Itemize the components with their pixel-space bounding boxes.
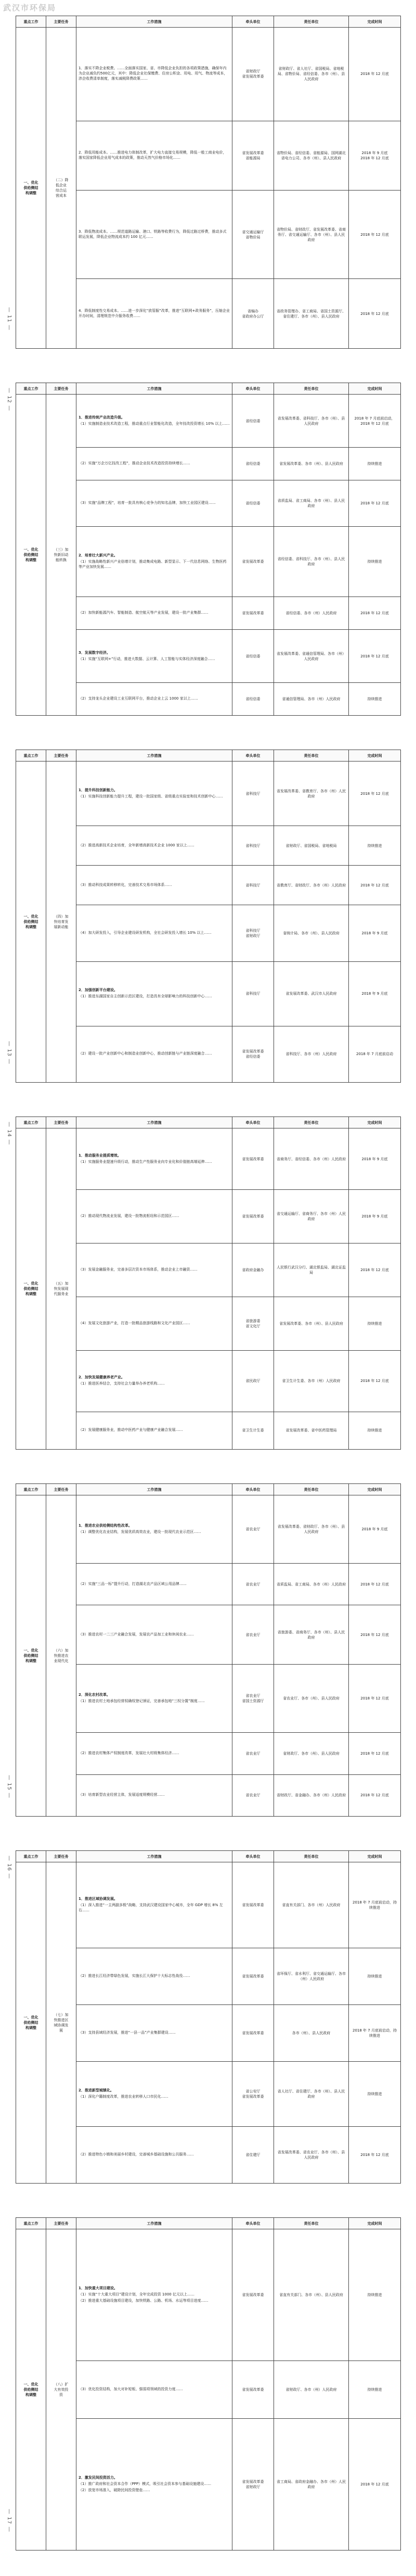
measure-text: 1．落实不降企业税费。……全面落实国家、省、市降低企业负担的各项政策措施，确保年内为企业减负约500亿元，其中：降低企业社保缴费、住房公积金、用电、用气、物流等成本，涉企收费清单制度，落实减税降费政策…… xyxy=(79,66,228,81)
task-table xyxy=(16,1483,401,1817)
measure-cell xyxy=(76,683,232,716)
measure-text: （4）发展文化旅游产业，打造一批精品旅游线路和文化产业园区…… xyxy=(79,1321,190,1325)
measure-cell xyxy=(76,826,232,866)
deadline-cell: 2018 年 9 月底 xyxy=(349,905,401,961)
responsible-unit-cell: 省发展改革委、省通信管理局、各市（州）人民政府 xyxy=(274,630,349,683)
key-work-cell: 一、优化 供给侧结 构调整 xyxy=(16,28,46,349)
deadline-cell: 2018 年 12 月底 xyxy=(349,597,401,630)
measure-text: （2）发展健康服务业，推动中医药产业与健康产业融合发展…… xyxy=(79,1428,183,1432)
task-table xyxy=(16,1850,401,2184)
measure-cell xyxy=(76,961,232,1026)
column-header: 完成时间 xyxy=(349,16,401,28)
main-task-cell: （五）加 快发展现 代服务业 xyxy=(46,1128,76,1450)
responsible-unit-cell: 省发展改革委、省中医药管理局 xyxy=(274,1412,349,1449)
measure-cell xyxy=(76,1243,232,1297)
responsible-unit-cell: 省质监局、省工商局、各市（州）人民政府 xyxy=(274,1564,349,1605)
responsible-unit-cell: 省统计局、各市（州）、县人民政府 xyxy=(274,905,349,961)
measure-text: 1．推进传统产业改造升级。 xyxy=(79,415,125,420)
measure-text: 3．降低物流成本。……规范道路运输、港口、铁路等收费行为，降低过路过桥费，推动多式联运发展，降低企业物流成本约 100 亿元…… xyxy=(79,229,227,239)
lead-unit-cell: 省发展改革委 省能源局 xyxy=(232,121,274,191)
measure-cell xyxy=(76,597,232,630)
measure-text: （1）深入推进“一主两副多极”战略，支持武汉建设国家中心城市，全年 GDP 增长 8% 左右…… xyxy=(79,1903,223,1913)
lead-unit-cell: 省发展改革委 xyxy=(232,597,274,630)
measure-cell xyxy=(76,1190,232,1243)
document-page xyxy=(0,1483,416,1817)
column-header: 重点工作 xyxy=(16,2218,46,2229)
table-row xyxy=(16,395,401,448)
measure-cell xyxy=(76,1733,232,1774)
measure-text: （1）推进医养结合，支持社会力量举办养老机构…… xyxy=(79,1381,165,1386)
column-header: 重点工作 xyxy=(16,1117,46,1128)
deadline-cell: 2018 年 12 月底 xyxy=(349,1733,401,1774)
lead-unit-cell: 省发展改革委 xyxy=(232,1190,274,1243)
measure-cell xyxy=(76,1862,232,1948)
table-header-row xyxy=(16,2218,401,2229)
column-header: 主要任务 xyxy=(46,1851,76,1862)
deadline-cell: 持续推进 xyxy=(349,1948,401,2005)
measure-text: 1．提升科技创新能力。 xyxy=(79,788,118,792)
table-header-row xyxy=(16,16,401,28)
responsible-unit-cell: 省旅游委、省商务厅、各市（州）、县人民政府 xyxy=(274,1605,349,1665)
deadline-cell: 2018 年 9 月底 xyxy=(349,1190,401,1243)
measure-text: （1）推进东湖国家自主创新示范区建设，打造具有全球影响力的科技创新中心…… xyxy=(79,994,212,999)
key-work-cell: 一、优化 供给侧结 构调整 xyxy=(16,395,46,716)
document-page xyxy=(0,1850,416,2184)
deadline-cell: 持续推进 xyxy=(349,2062,401,2127)
deadline-cell: 2018 年 9 月底 xyxy=(349,961,401,1026)
measure-cell xyxy=(76,2361,232,2419)
measure-text: （2）推进农村集体产权制度改革，发展壮大村级集体经济…… xyxy=(79,1751,179,1756)
responsible-unit-cell: 省物价局、省财政厅、省发展改革委、省商务厅、省交通运输厅、各市（州）、县人民政府 xyxy=(274,191,349,279)
column-header: 主要任务 xyxy=(46,383,76,395)
key-work-cell: 一、优化 供给侧结 构调整 xyxy=(16,1495,46,1817)
deadline-cell: 2018 年 7 月底前启动，2018 年 12 月底 xyxy=(349,395,401,448)
lead-unit-cell: 省交通运输厅 省物价局 xyxy=(232,191,274,279)
measure-text: （3）发展金融服务业，完善多层次资本市场体系，推动企业上市融资…… xyxy=(79,1267,198,1272)
deadline-cell: 2018 年 7 月底前启动 xyxy=(349,1026,401,1082)
lead-unit-cell: 省发展改革委 xyxy=(232,2229,274,2361)
measure-cell xyxy=(76,1412,232,1449)
main-task-cell: （七）加 快推进区 域协调发 展 xyxy=(46,1862,76,2184)
lead-unit-cell: 省发展改革委 xyxy=(232,1862,274,1948)
measure-text: （1）实施科技创新能力提升工程，建设一批国家级、省级重点实验室和技术创新中心…… xyxy=(79,794,223,798)
lead-unit-cell: 省经信委 xyxy=(232,683,274,716)
column-header: 完成时间 xyxy=(349,383,401,395)
column-header: 重点工作 xyxy=(16,750,46,762)
responsible-unit-cell: 省科技厅、各市（州）人民政府 xyxy=(274,1026,349,1082)
measure-text: （2）放宽市场准入，破除民间投资壁垒…… xyxy=(79,2488,150,2493)
measure-cell xyxy=(76,527,232,597)
lead-unit-cell: 省科技厅 xyxy=(232,762,274,826)
key-work-cell: 一、优化 供给侧结 构调整 xyxy=(16,1862,46,2184)
column-header: 工作措施 xyxy=(76,1484,232,1495)
lead-unit-cell: 省住建厅 xyxy=(232,2127,274,2184)
lead-unit-cell: 省农业厅 xyxy=(232,1774,274,1816)
responsible-unit-cell: 省人社厅、省住建厅、各市（州）、县人民政府 xyxy=(274,2062,349,2127)
responsible-unit-cell: 省工商局、省政府金融办、各市（州）人民政府 xyxy=(274,2419,349,2550)
measure-cell xyxy=(76,1774,232,1816)
column-header: 重点工作 xyxy=(16,1851,46,1862)
page-number: — 16 — xyxy=(6,1856,12,1880)
lead-unit-cell: 省民政厅 xyxy=(232,1350,274,1412)
lead-unit-cell: 省公安厅 省发展改革委 xyxy=(232,2062,274,2127)
deadline-cell: 2018 年 12 月底 xyxy=(349,1243,401,1297)
column-header: 完成时间 xyxy=(349,750,401,762)
responsible-unit-cell: 省发展改革委、省农业厅、各市（州）、县人民政府 xyxy=(274,2127,349,2184)
column-header: 工作措施 xyxy=(76,1851,232,1862)
column-header: 完成时间 xyxy=(349,1851,401,1862)
measure-text: （2）建设一批产业创新中心和制造业创新中心，推动创新链与产业链深度融合…… xyxy=(79,1051,212,1056)
responsible-unit-cell: 省农业厅、各市（州）、县人民政府 xyxy=(274,1665,349,1733)
measure-text: 1．推进区域协调发展。 xyxy=(79,1897,118,1901)
measure-text: （2）推动现代物流业发展，建设一批物流枢纽和示范园区…… xyxy=(79,1213,179,1218)
deadline-cell: 2018 年 12 月底 xyxy=(349,630,401,683)
deadline-cell: 2018 年 12 月底 xyxy=(349,191,401,279)
measure-cell xyxy=(76,630,232,683)
deadline-cell: 持续推进 xyxy=(349,1412,401,1449)
column-header: 责任单位 xyxy=(274,750,349,762)
measure-cell xyxy=(76,1665,232,1733)
measure-text: （2）实施“万企万亿技改工程”，推动企业技术改造投资持续增长…… xyxy=(79,461,190,466)
key-work-cell: 一、优化 供给侧结 构调整 xyxy=(16,2229,46,2550)
main-task-cell: （三）加 快新旧动 能转换 xyxy=(46,395,76,716)
responsible-unit-cell: 省发展改革委、各市（州）、县人民政府 xyxy=(274,1297,349,1350)
deadline-cell: 持续推进 xyxy=(349,527,401,597)
deadline-cell: 2018 年 12 月底 xyxy=(349,1605,401,1665)
main-task-cell: （八）扩 大有效投 资 xyxy=(46,2229,76,2550)
lead-unit-cell: 省农业厅 xyxy=(232,1564,274,1605)
measure-text: （2）加快新能源汽车、智能制造、航空航天等产业发展，建设一批产业集群…… xyxy=(79,611,209,615)
measure-text: （3）支持县域经济发展，推进“一县一品”产业集群建设…… xyxy=(79,2031,176,2035)
column-header: 完成时间 xyxy=(349,1117,401,1128)
document-page xyxy=(0,1116,416,1450)
table-header-row xyxy=(16,1484,401,1495)
responsible-unit-cell: 省教育厅、省财政厅、各市（州）人民政府 xyxy=(274,866,349,905)
measure-text: 4．降低制度性交易成本。……进一步深化“放管服”改革，推进“互联网+政务服务”，压缩企业开办时间，清理规范中介服务收费…… xyxy=(79,308,230,318)
measure-cell xyxy=(76,121,232,191)
table-row xyxy=(16,2229,401,2361)
deadline-cell: 2018 年 12 月底 xyxy=(349,28,401,121)
deadline-cell: 2018 年 12 月底 xyxy=(349,480,401,526)
measure-text: （3）实施“品牌工程”，培育一批具有核心竞争力的知名品牌，加快工业园区建设…… xyxy=(79,501,216,505)
deadline-cell: 2018 年 12 月底 xyxy=(349,279,401,349)
table-header-row xyxy=(16,750,401,762)
measure-text: （3）推进农村一二三产业融合发展，发展农产品加工业和休闲农业…… xyxy=(79,1632,194,1636)
measure-text: 2．加快发展健康养老产业。 xyxy=(79,1375,125,1380)
responsible-unit-cell: 省直有关部门、各市（州）人民政府 xyxy=(274,1862,349,1948)
measure-text: 3．发展数字经济。 xyxy=(79,650,110,655)
table-row xyxy=(16,1128,401,1190)
responsible-unit-cell: 省直有关部门、各市（州）、县人民政府 xyxy=(274,2229,349,2361)
deadline-cell: 持续推进 xyxy=(349,2361,401,2419)
key-work-cell: 一、优化 供给侧结 构调整 xyxy=(16,762,46,1083)
measure-text: （2）推进高新技术企业培育，全年新增高新技术企业 1000 家以上…… xyxy=(79,843,194,847)
responsible-unit-cell: 省物价局、省经信委、省能源局、国网湖北省电力公司、各市（州）、县人民政府 xyxy=(274,121,349,191)
measure-cell xyxy=(76,279,232,349)
task-table xyxy=(16,16,401,349)
responsible-unit-cell: 省经信委、各市（州）人民政府 xyxy=(274,597,349,630)
column-header: 主要任务 xyxy=(46,750,76,762)
measure-text: （2）推进长江经济带绿色发展，实施长江大保护十大标志性战役…… xyxy=(79,1974,190,1978)
column-header: 主要任务 xyxy=(46,2218,76,2229)
lead-unit-cell: 省农业厅 省国土资源厅 xyxy=(232,1665,274,1733)
column-header: 牵头单位 xyxy=(232,750,274,762)
deadline-cell: 2018 年 12 月底 xyxy=(349,2419,401,2550)
lead-unit-cell: 省发展改革委 省财政厅 xyxy=(232,2419,274,2550)
measure-text: （2）支持龙头企业建设工业互联网平台，推动企业上云 1000 家以上…… xyxy=(79,696,198,701)
column-header: 责任单位 xyxy=(274,383,349,395)
measure-cell xyxy=(76,480,232,526)
lead-unit-cell: 省经信委 xyxy=(232,395,274,448)
page-number: — 14 — xyxy=(6,1122,12,1146)
column-header: 责任单位 xyxy=(274,16,349,28)
lead-unit-cell: 省经信委 xyxy=(232,480,274,526)
measure-text: （2）推进重大基础设施项目建设，加快铁路、公路、机场、水运等项目进度…… xyxy=(79,2298,209,2303)
deadline-cell: 持续推进 xyxy=(349,826,401,866)
responsible-unit-cell: 省商务厅、省经信委、各市（州）人民政府 xyxy=(274,1128,349,1190)
table-header-row xyxy=(16,1117,401,1128)
measure-cell xyxy=(76,1297,232,1350)
measure-text: （4）加大研发投入，引导企业建设研发机构，全社会研发投入增长 10% 以上…… xyxy=(79,930,212,935)
responsible-unit-cell: 省财政厅、省国税局、省地税局 xyxy=(274,826,349,866)
measure-text: （1）调整优化农业结构，发展优质高效农业，建设一批现代农业示范区…… xyxy=(79,1530,201,1534)
measure-cell xyxy=(76,1605,232,1665)
measure-text: 2．培育壮大新兴产业。 xyxy=(79,553,118,558)
deadline-cell: 2018 年 9 月底 2018 年 12 月底 xyxy=(349,121,401,191)
measure-cell xyxy=(76,191,232,279)
deadline-cell: 持续推进 xyxy=(349,2229,401,2361)
measure-text: 1．推动服务业提质增效。 xyxy=(79,1153,121,1158)
page-number: — 13 — xyxy=(6,1041,12,1065)
page-number: — 11 — xyxy=(6,307,12,331)
responsible-unit-cell: 省质监局、省工商局、各市（州）、县人民政府 xyxy=(274,480,349,526)
measure-text: 2．激发民间投资活力。 xyxy=(79,2476,118,2480)
measure-cell xyxy=(76,1026,232,1082)
lead-unit-cell: 省发展改革委 省经信委 xyxy=(232,1026,274,1082)
measure-cell xyxy=(76,905,232,961)
measure-cell xyxy=(76,2419,232,2550)
measure-text: （1）实施战略性新兴产业倍增计划，推动集成电路、新型显示、下一代信息网络、生物医药等产业加快发展…… xyxy=(79,560,227,569)
lead-unit-cell: 省科技厅 xyxy=(232,866,274,905)
column-header: 主要任务 xyxy=(46,1484,76,1495)
table-row xyxy=(16,1862,401,1948)
column-header: 重点工作 xyxy=(16,383,46,395)
document-page xyxy=(0,383,416,716)
table-row xyxy=(16,28,401,121)
measure-text: 2．加强创新平台建设。 xyxy=(79,988,118,993)
column-header: 主要任务 xyxy=(46,1117,76,1128)
measure-text: 2．深化农村改革。 xyxy=(79,1693,110,1697)
column-header: 牵头单位 xyxy=(232,2218,274,2229)
deadline-cell: 2018 年 7 月底前启动，持续推进 xyxy=(349,1862,401,1948)
measure-cell xyxy=(76,2062,232,2127)
lead-unit-cell: 省科技厅 xyxy=(232,826,274,866)
page-number: — 15 — xyxy=(6,1775,12,1799)
column-header: 完成时间 xyxy=(349,2218,401,2229)
lead-unit-cell: 省政府金融办 xyxy=(232,1243,274,1297)
measure-text: 1．加快重大项目建设。 xyxy=(79,2286,118,2290)
main-task-cell: （二）降 低企业 综合运 营成本 xyxy=(46,28,76,349)
column-header: 责任单位 xyxy=(274,1851,349,1862)
measure-cell xyxy=(76,28,232,121)
measure-cell xyxy=(76,2127,232,2184)
lead-unit-cell: 省财政厅 省发展改革委 xyxy=(232,28,274,121)
column-header: 完成时间 xyxy=(349,1484,401,1495)
column-header: 重点工作 xyxy=(16,16,46,28)
responsible-unit-cell: 省财政厅、省金融办、各市（州）人民政府 xyxy=(274,1774,349,1816)
responsible-unit-cell: 省交通运输厅、省商务厅、各市（州）人民政府 xyxy=(274,1190,349,1243)
table-header-row xyxy=(16,1851,401,1862)
measure-text: 1．推进农业供给侧结构性改革。 xyxy=(79,1524,132,1528)
column-header: 工作措施 xyxy=(76,16,232,28)
deadline-cell: 2018 年 12 月底 xyxy=(349,866,401,905)
lead-unit-cell: 省农业厅 xyxy=(232,1495,274,1564)
measure-text: （2）推进特色小镇和美丽乡村建设，完善城乡基础设施和公共服务…… xyxy=(79,2152,194,2157)
measure-cell xyxy=(76,2229,232,2361)
lead-unit-cell: 省科技厅 xyxy=(232,961,274,1026)
responsible-unit-cell: 省财政厅、各市（州）人民政府 xyxy=(274,2361,349,2419)
column-header: 主要任务 xyxy=(46,16,76,28)
lead-unit-cell: 省发展改革委 xyxy=(232,527,274,597)
key-work-cell: 一、优化 供给侧结 构调整 xyxy=(16,1128,46,1450)
measure-text: （1）实施服务业提速升级行动，推动生产性服务业向专业化和价值链高端延伸…… xyxy=(79,1159,212,1164)
table-row xyxy=(16,762,401,826)
column-header: 责任单位 xyxy=(274,1117,349,1128)
responsible-unit-cell: 人民银行武汉分行、湖北银监局、湖北证监局 xyxy=(274,1243,349,1297)
column-header: 牵头单位 xyxy=(232,1117,274,1128)
measure-cell xyxy=(76,395,232,448)
measure-text: 2．降低用能成本。……推进电力体制改革，扩大电力直接交易规模，降低一般工商业电价，落实国家降低企业用气成本的政策，推动天然气价格市场化…… xyxy=(79,150,227,160)
measure-cell xyxy=(76,2005,232,2062)
column-header: 工作措施 xyxy=(76,2218,232,2229)
column-header: 牵头单位 xyxy=(232,1851,274,1862)
task-table xyxy=(16,1116,401,1450)
measure-text: 2．推进新型城镇化。 xyxy=(79,2088,114,2093)
measure-cell xyxy=(76,1948,232,2005)
measure-text: （3）培育新型农业经营主体，发展适度规模经营…… xyxy=(79,1793,165,1797)
page-number: — 17 — xyxy=(6,2509,12,2533)
responsible-unit-cell: 省政务管理办、省工商局、省国土资源厅、省住建厅、各市（州）、县人民政府 xyxy=(274,279,349,349)
lead-unit-cell: 省旅游委 省文化厅 xyxy=(232,1297,274,1350)
deadline-cell: 2018 年 12 月底 xyxy=(349,762,401,826)
table-row xyxy=(16,1495,401,1564)
responsible-unit-cell: 省通信管理局、各市（州）人民政府 xyxy=(274,683,349,716)
responsible-unit-cell: 省发展改革委、武汉市人民政府 xyxy=(274,961,349,1026)
column-header: 重点工作 xyxy=(16,1484,46,1495)
lead-unit-cell: 省经信委 xyxy=(232,448,274,480)
lead-unit-cell: 省农业厅 xyxy=(232,1605,274,1665)
responsible-unit-cell: 省财政厅、省人社厅、省国税局、省地税局、省物价局、省经信委、各市（州）、县人民政府 xyxy=(274,28,349,121)
measure-text: （1）实施“十大重大项目”建设计划，全年完成投资 1000 亿元以上…… xyxy=(79,2292,194,2296)
column-header: 牵头单位 xyxy=(232,1484,274,1495)
lead-unit-cell: 省卫生计生委 xyxy=(232,1412,274,1449)
lead-unit-cell: 省经信委 xyxy=(232,630,274,683)
measure-cell xyxy=(76,866,232,905)
column-header: 工作措施 xyxy=(76,1117,232,1128)
responsible-unit-cell: 省发展改革委、省科技厅、各市（州）、县人民政府 xyxy=(274,395,349,448)
lead-unit-cell: 省农业厅 xyxy=(232,1733,274,1774)
measure-text: （1）推进农村土地承包经营权确权登记颁证，完善承包地“三权分置”制度…… xyxy=(79,1699,205,1704)
responsible-unit-cell: 省卫生计生委、各市（州）人民政府 xyxy=(274,1350,349,1412)
column-header: 责任单位 xyxy=(274,2218,349,2229)
column-header: 工作措施 xyxy=(76,750,232,762)
deadline-cell: 2018 年 9 月底 xyxy=(349,1128,401,1190)
measure-cell xyxy=(76,1128,232,1190)
measure-text: （1）深化户籍制度改革，推进农业转移人口市民化…… xyxy=(79,2095,168,2099)
measure-text: （1）实施制造业技术改造工程，推动重点行业智能化改造，全年技改投资增长 10% 以上…… xyxy=(79,421,230,426)
measure-text: （1）推广政府和社会资本合作（PPP）模式，吸引社会资本参与基础设施建设…… xyxy=(79,2482,212,2486)
deadline-cell: 2018 年 12 月底 xyxy=(349,1350,401,1412)
column-header: 工作措施 xyxy=(76,383,232,395)
responsible-unit-cell: 省财政厅、各市（州）、县人民政府 xyxy=(274,1733,349,1774)
document-page xyxy=(0,2217,416,2550)
measure-cell xyxy=(76,1350,232,1412)
deadline-cell: 2018 年 12 月底 xyxy=(349,2127,401,2184)
responsible-unit-cell: 省经信委、省科技厅、各市（州）、县人民政府 xyxy=(274,527,349,597)
deadline-cell: 2018 年 9 月底 xyxy=(349,1495,401,1564)
table-header-row xyxy=(16,383,401,395)
main-task-cell: （四）加 快培育发 展新动能 xyxy=(46,762,76,1083)
measure-cell xyxy=(76,1564,232,1605)
responsible-unit-cell: 省发展改革委、省教育厅、各市（州）人民政府 xyxy=(274,762,349,826)
lead-unit-cell: 省发展改革委 xyxy=(232,2005,274,2062)
document-page xyxy=(0,750,416,1083)
lead-unit-cell: 省发展改革委 xyxy=(232,2361,274,2419)
lead-unit-cell: 省科技厅 省财政厅 xyxy=(232,905,274,961)
task-table xyxy=(16,2217,401,2550)
deadline-cell: 2018 年 12 月底 xyxy=(349,1665,401,1733)
task-table xyxy=(16,383,401,716)
column-header: 责任单位 xyxy=(274,1484,349,1495)
deadline-cell: 2018 年 12 月底 xyxy=(349,1774,401,1816)
responsible-unit-cell: 各市（州）、县人民政府 xyxy=(274,2005,349,2062)
column-header: 牵头单位 xyxy=(232,16,274,28)
measure-text: （2）实施“三品一标”提升行动，打造湖北农产品区域公用品牌…… xyxy=(79,1581,187,1586)
deadline-cell: 持续推进 xyxy=(349,1297,401,1350)
main-task-cell: （六）加 快推进农 业现代化 xyxy=(46,1495,76,1817)
lead-unit-cell: 省编办 省政府办公厅 xyxy=(232,279,274,349)
responsible-unit-cell: 省发展改革委、省财政厅、各市（州）、县人民政府 xyxy=(274,1495,349,1564)
responsible-unit-cell: 省环保厅、省水利厅、省交通运输厅、各市（州）人民政府 xyxy=(274,1948,349,2005)
task-table xyxy=(16,750,401,1083)
column-header: 牵头单位 xyxy=(232,383,274,395)
deadline-cell: 2018 年 7 月底前启动，持续推进 xyxy=(349,2005,401,2062)
measure-text: （3）推动科技成果转移转化，完善技术交易市场体系…… xyxy=(79,882,172,887)
lead-unit-cell: 省发展改革委 xyxy=(232,1128,274,1190)
deadline-cell: 持续推进 xyxy=(349,448,401,480)
measure-cell xyxy=(76,762,232,826)
lead-unit-cell: 省发展改革委 xyxy=(232,1948,274,2005)
deadline-cell: 2018 年 12 月底 xyxy=(349,1564,401,1605)
measure-text: （3）优化投资结构，加大对补短板、强弱项领域的投资力度…… xyxy=(79,2387,183,2391)
responsible-unit-cell: 省发展改革委、各市（州）、县人民政府 xyxy=(274,448,349,480)
document-page xyxy=(0,16,416,349)
deadline-cell: 持续推进 xyxy=(349,683,401,716)
measure-cell xyxy=(76,1495,232,1564)
page-number: — 12 — xyxy=(6,388,12,412)
measure-text: （1）实施“互联网+”行动，推进大数据、云计算、人工智能与实体经济深度融合…… xyxy=(79,656,215,661)
measure-cell xyxy=(76,448,232,480)
watermark: 武汉市环保局 xyxy=(3,3,57,12)
